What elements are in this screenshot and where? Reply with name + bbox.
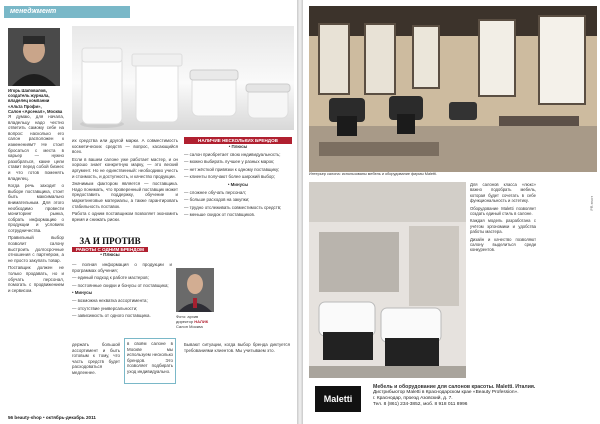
ad-line: Дистрибьютор Maletti в Краснодарском крае «Beauty Profession». — [373, 390, 519, 395]
box-title: НАЛИЧИЕ НЕСКОЛЬКИХ БРЕНДОВ — [184, 137, 292, 144]
paragraph: Бывают ситуации, когда выбор бренда диктуется требованиями клиентов. Мы учитываем это. — [184, 342, 290, 353]
right-text-column — [470, 182, 536, 378]
wash-unit-icon — [309, 182, 466, 378]
list-item: — постоянные скидки и бонусы от поставщика; — [72, 282, 169, 288]
maletti-logo: Maletti — [315, 386, 361, 412]
director-name: НАЛИК — [194, 319, 209, 324]
quote-text: в своём салоне в Москве мы используем несколько брендов. Это позволяет подбирать уход индивидуально. — [127, 341, 173, 374]
person-photo-icon — [176, 268, 214, 312]
list-item: — меньше скидок от поставщиков. — [184, 212, 256, 218]
cosmetic-jars-icon — [72, 26, 294, 130]
text-column-1 — [8, 114, 64, 334]
person-photo-icon — [8, 28, 60, 86]
list-item: — зависимость от одного поставщика. — [72, 313, 151, 319]
paragraph: их средства или другой марки. А совместимость косметических средств — вопрос, касающийся всех. — [72, 138, 178, 155]
author-photo — [8, 28, 60, 86]
list-item: — больше расходов на закупки; — [184, 197, 250, 203]
text-column-2 — [72, 138, 178, 234]
paragraph: Дизайн и качество позволяют салону выделиться среди конкурентов. — [470, 236, 536, 253]
director-photo-credit: Фото: архив — [176, 314, 199, 319]
bottom-column-a — [72, 342, 120, 412]
list-item: — трудно отслеживать совместимость средств; — [184, 204, 282, 210]
section-rubric: менеджмент — [4, 6, 130, 18]
author-name: Игорь Шаповалов, — [8, 88, 47, 93]
heading-title: ЗА И ПРОТИВ — [79, 236, 141, 246]
heading-subtitle: РАБОТЫ С ОДНИМ БРЕНДОМ — [72, 247, 148, 252]
list-item: — нет жёсткой привязки к одному поставщику; — [184, 166, 280, 172]
director-photo — [176, 268, 214, 312]
list-item: — можно выбирать лучшее у разных марок; — [184, 159, 275, 165]
author-title: создатель журнала, владелец компании «Альта Профи», — [8, 93, 50, 109]
pros-cons-heading — [72, 236, 148, 257]
paragraph: Поставщик должен не только продавать, но и обучать персонал, помогать с продвижением и сервисом. — [8, 265, 64, 293]
director-caption — [176, 314, 226, 329]
bottom-column-c — [184, 342, 290, 412]
photo-caption: Интерьер салона: использованы мебель и оборудование фирмы Maletti. — [309, 172, 438, 176]
paragraph: Оборудование Maletti позволяет создать единый стиль в салоне. — [470, 205, 536, 217]
page-footer: 56 beauty-shop • октябрь-декабрь 2011 — [8, 415, 96, 420]
list-item: — отсутствие универсальности; — [72, 305, 138, 311]
wash-unit-photo — [309, 182, 466, 378]
director-company: Салон Москва — [176, 324, 203, 329]
quote-box — [124, 338, 176, 384]
single-brand-list — [72, 262, 172, 338]
author-company: Салон «Арсенал», Москва — [8, 108, 63, 114]
cons-label: • Минусы — [72, 290, 93, 296]
list-item: — клиенты получают более широкий выбор; — [184, 174, 276, 180]
paragraph: Если в вашем салоне уже работает мастер, и он хорошо знает конкретную марку, — это веский аргумент. Но не единственный: необходимо учесть и стоимость, и доступность, и качество продукции. — [72, 156, 178, 179]
salon-interior-icon — [309, 6, 597, 172]
advertisement-block — [309, 382, 597, 420]
list-item: — полная информация о продукции и программах обучения; — [72, 262, 172, 273]
paragraph: Я думаю, для начала, владельцу надо честно ответить самому себе на вопрос: насколько его салон расположен к изменениям? Не стоит бросаться с места в карьер — нужно разобраться, какие цели ставит перед собой бизнес и что готов поменять владелец. — [8, 114, 64, 181]
list-item: — возможна нехватка ассортимента; — [72, 297, 148, 303]
list-item: — сложнее обучать персонал; — [184, 189, 247, 195]
left-page — [0, 0, 297, 424]
product-jars-image — [72, 26, 294, 130]
ad-headline: Мебель и оборудование для салонов красоты. Maletti. Италия. — [373, 384, 536, 390]
paragraph: держать большой ассортимент и быть готовым к тому, что часть средств будет расходоваться медленнее. — [72, 342, 120, 375]
box-content — [184, 144, 292, 220]
side-note: PR-текст — [590, 196, 594, 211]
paragraph: Каждая модель разработана с учётом эргономики и удобства работы мастера. — [470, 218, 536, 235]
author-caption — [8, 88, 63, 114]
paragraph: Работа с одним поставщиком позволяет экономить время и снижать риски. — [72, 211, 178, 222]
ad-line: г. Краснодар, проезд Азовский, д. 7. — [373, 396, 453, 401]
list-item: — салон приобретает свою индивидуальность; — [184, 151, 281, 157]
list-item: — единый подход к работе мастеров; — [72, 275, 149, 281]
ad-phone: Тел. 8 (861) 234-3852, моб. 8 918 011 8996 — [373, 402, 468, 407]
salon-interior-photo — [309, 6, 597, 172]
right-page — [303, 0, 600, 424]
paragraph: Для салонов класса «люкс» важно подобрать мебель, которая будет сочетать в себе функциональность и эстетику. — [470, 182, 536, 204]
plus-label: • Плюсы — [228, 144, 248, 149]
ad-text — [373, 384, 593, 408]
director-role: директор — [176, 319, 194, 324]
paragraph: Значимым фактором является — поставщика. Надо понимать, что проверенный поставщик может предоставить поддержку, обучение и маркетинговые материалы, а также гарантировать стабильность поставок. — [72, 181, 178, 209]
minus-label: • Минусы — [227, 181, 249, 187]
paragraph: Правильный выбор позволит салону выстроить долгосрочные отношения с партнёром, а не просто закупать товар. — [8, 235, 64, 263]
heading-label: • Плюсы — [100, 252, 120, 257]
multi-brand-box — [184, 137, 292, 220]
paragraph: Когда речь заходит о выборе поставщика, стоит быть максимально внимательным. Для этого необходимо провести мониторинг рынка, собрать информацию о продукции и условиях сотрудничества. — [8, 183, 64, 233]
